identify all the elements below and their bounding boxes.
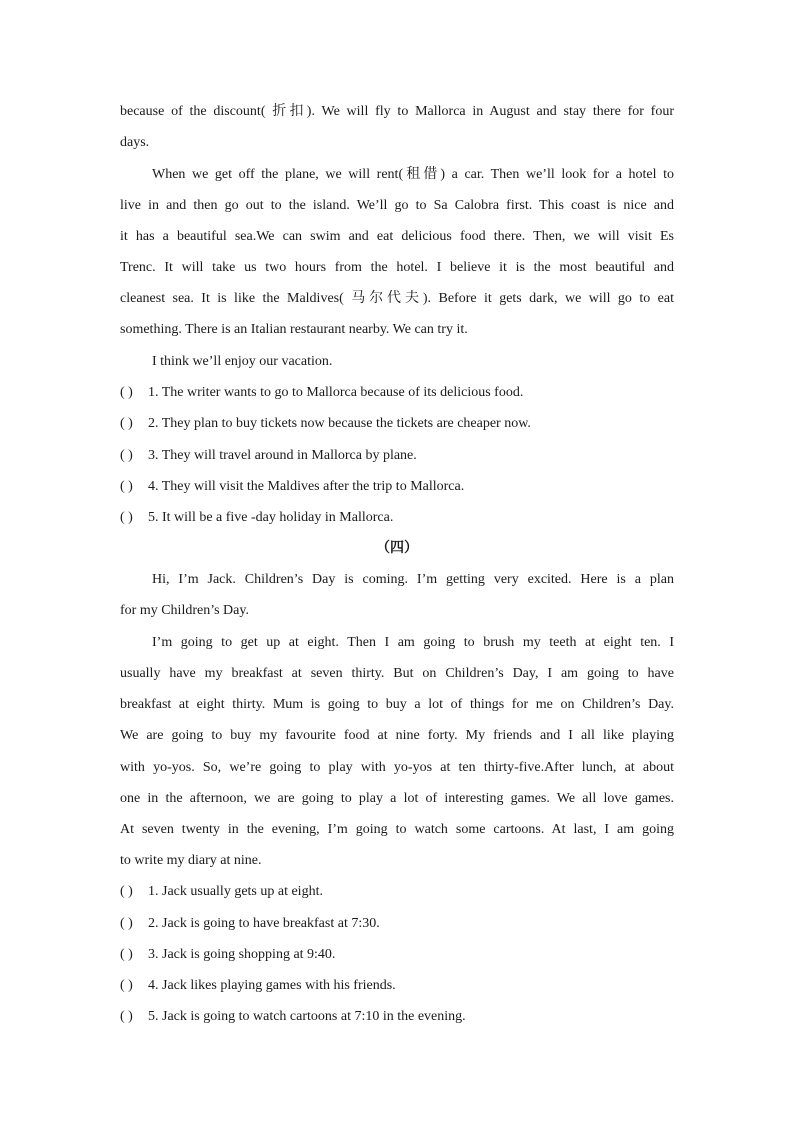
passage4-question-5 xyxy=(120,1008,466,1026)
passage4-line-4: usually have my breakfast at seven thirty. But on Children’s Day, I am going to have xyxy=(120,666,674,681)
question-text: 4. Jack likes playing games with his friends. xyxy=(148,978,396,993)
passage3-line-6: Trenc. It will take us two hours from the hotel. I believe it is the most beautiful and xyxy=(120,260,674,275)
answer-blank[interactable]: ( ) xyxy=(120,416,133,431)
answer-blank[interactable]: ( ) xyxy=(120,947,133,962)
passage3-line-4: live in and then go out to the island. We’ll go to Sa Calobra first. This coast is nice and xyxy=(120,198,674,213)
passage4-line-9: At seven twenty in the evening, I’m going to watch some cartoons. At last, I am going xyxy=(120,822,674,837)
passage4-line-2: for my Children’s Day. xyxy=(120,603,249,618)
answer-blank[interactable]: ( ) xyxy=(120,884,133,899)
passage3-line-8: something. There is an Italian restaurant nearby. We can try it. xyxy=(120,322,468,337)
passage3-question-2 xyxy=(120,415,531,433)
passage4-line-7: with yo-yos. So, we’re going to play with yo-yos at ten thirty-five.After lunch, at about xyxy=(120,760,674,775)
passage3-line-9: I think we’ll enjoy our vacation. xyxy=(152,354,333,369)
question-text: 1. The writer wants to go to Mallorca because of its delicious food. xyxy=(148,385,524,400)
question-text: 5. It will be a five -day holiday in Mallorca. xyxy=(148,510,394,525)
passage3-line-2: days. xyxy=(120,135,150,150)
question-text: 1. Jack usually gets up at eight. xyxy=(148,884,323,899)
passage4-question-2 xyxy=(120,915,380,933)
passage4-line-10: to write my diary at nine. xyxy=(120,853,262,868)
passage4-line-3: I’m going to get up at eight. Then I am going to brush my teeth at eight ten. I xyxy=(152,635,674,650)
answer-blank[interactable]: ( ) xyxy=(120,1009,133,1024)
answer-blank[interactable]: ( ) xyxy=(120,916,133,931)
passage4-question-4 xyxy=(120,977,396,995)
answer-blank[interactable]: ( ) xyxy=(120,479,133,494)
question-text: 3. Jack is going shopping at 9:40. xyxy=(148,947,336,962)
passage4-line-6: We are going to buy my favourite food at nine forty. My friends and I all like playing xyxy=(120,728,674,743)
answer-blank[interactable]: ( ) xyxy=(120,510,133,525)
passage3-question-5 xyxy=(120,509,393,527)
passage4-line-8: one in the afternoon, we are going to play a lot of interesting games. We all love games. xyxy=(120,791,674,806)
section-heading: （四） xyxy=(376,540,418,556)
question-text: 4. They will visit the Maldives after the trip to Mallorca. xyxy=(148,479,465,494)
passage4-question-3 xyxy=(120,946,335,964)
passage3-line-5: it has a beautiful sea.We can swim and eat delicious food there. Then, we will visit Es xyxy=(120,229,674,244)
passage3-line-1: because of the discount( 折扣). We will fly to Mallorca in August and stay there for four xyxy=(120,104,674,119)
passage4-line-1: Hi, I’m Jack. Children’s Day is coming. I’m getting very excited. Here is a plan xyxy=(152,572,674,587)
passage3-question-1 xyxy=(120,384,523,402)
passage3-line-3: When we get off the plane, we will rent(租借) a car. Then we’ll look for a hotel to xyxy=(152,167,674,182)
passage3-line-7: cleanest sea. It is like the Maldives( 马尔代夫). Before it gets dark, we will go to eat xyxy=(120,291,674,306)
question-text: 2. Jack is going to have breakfast at 7:30. xyxy=(148,916,380,931)
question-text: 3. They will travel around in Mallorca by plane. xyxy=(148,448,417,463)
answer-blank[interactable]: ( ) xyxy=(120,978,133,993)
question-text: 5. Jack is going to watch cartoons at 7:10 in the evening. xyxy=(148,1009,466,1024)
question-text: 2. They plan to buy tickets now because the tickets are cheaper now. xyxy=(148,416,531,431)
passage4-line-5: breakfast at eight thirty. Mum is going to buy a lot of things for me on Children’s Day. xyxy=(120,697,674,712)
answer-blank[interactable]: ( ) xyxy=(120,448,133,463)
passage4-question-1 xyxy=(120,883,323,901)
answer-blank[interactable]: ( ) xyxy=(120,385,133,400)
passage3-question-3 xyxy=(120,447,417,465)
passage3-question-4 xyxy=(120,478,464,496)
